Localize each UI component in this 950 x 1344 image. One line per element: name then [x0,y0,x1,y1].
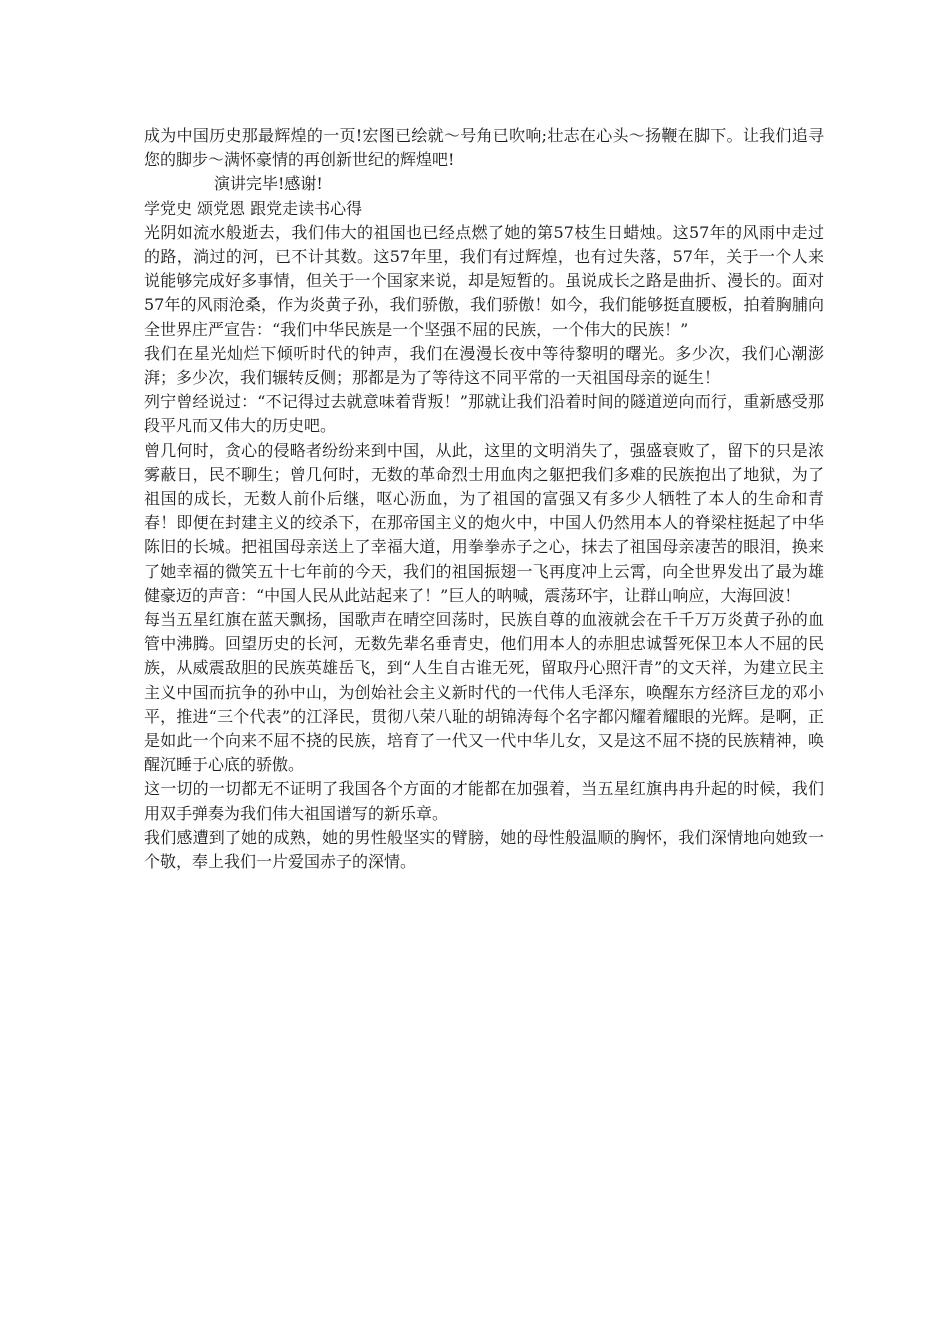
paragraph-1: 光阴如流水般逝去，我们伟大的祖国也已经点燃了她的第57枝生日蜡烛。这57年的风雨中走过的路，淌过的河，已不计其数。这57年里，我们有过辉煌，也有过失落，57年，关于一个人来说能够完成好多事情，但关于一个国家来说，却是短暂的。虽说成长之路是曲折、漫长的。面对57年的风雨沧桑，作为炎黄子孙，我们骄傲，我们骄傲！如今，我们能够挺直腰板，拍着胸脯向全世界庄严宣告：“我们中华民族是一个坚强不屈的民族，一个伟大的民族！” [144,222,824,339]
intro-paragraph: 成为中国历史那最辉煌的一页!宏图已绘就～号角已吹响;壮志在心头～扬鞭在脚下。让我们追寻您的脚步～满怀豪情的再创新世纪的辉煌吧! [144,126,824,170]
paragraph-7: 我们感遭到了她的成熟，她的男性般坚实的臂膀，她的母性般温顺的胸怀，我们深情地向她致一个敬，奉上我们一片爱国赤子的深情。 [144,827,824,872]
paragraph-4: 曾几何时，贪心的侵略者纷纷来到中国，从此，这里的文明消失了，强盛衰败了，留下的只是浓雾蔽日，民不聊生；曾几何时，无数的革命烈士用血肉之躯把我们多难的民族抱出了地狱，为了祖国的成长，无数人前仆后继，呕心沥血，为了祖国的富强又有多少人牺牲了本人的生命和青春！即便在封建主义的绞杀下，在那帝国主义的炮火中，中国人仍然用本人的脊梁柱挺起了中华陈旧的长城。把祖国母亲送上了幸福大道，用拳拳赤子之心，抹去了祖国母亲凄苦的眼泪，换来了她幸福的微笑五十七年前的今天，我们的祖国振翅一飞再度冲上云霄，向全世界发出了最为雄健豪迈的声音：“中国人民从此站起来了！”巨人的呐喊，震荡环宇，让群山响应，大海回波！ [144,440,824,605]
document-body [144,124,824,874]
speech-closing: 演讲完毕!感谢! [214,174,323,194]
essay-heading: 学党史 颂党恩 跟党走读书心得 [144,198,363,218]
paragraph-2: 我们在星光灿烂下倾听时代的钟声，我们在漫漫长夜中等待黎明的曙光。多少次，我们心潮澎湃；多少次，我们辗转反侧；那都是为了等待这不同平常的一天祖国母亲的诞生！ [144,343,824,388]
paragraph-6: 这一切的一切都无不证明了我国各个方面的才能都在加强着，当五星红旗冉冉升起的时候，我们用双手弹奏为我们伟大祖国谱写的新乐章。 [144,779,824,823]
paragraph-3: 列宁曾经说过：“不记得过去就意味着背叛！”那就让我们沿着时间的隧道逆向而行，重新感受那段平凡而又伟大的历史吧。 [144,392,824,436]
paragraph-5: 每当五星红旗在蓝天飘扬，国歌声在晴空回荡时，民族自尊的血液就会在千千万万炎黄子孙的血管中沸腾。回望历史的长河，无数先辈名垂青史，他们用本人的赤胆忠诚誓死保卫本人不屈的民族，从威震敌胆的民族英雄岳飞，到“人生自古谁无死，留取丹心照汗青”的文天祥，为建立民主主义中国而抗争的孙中山，为创始社会主义新时代的一代伟人毛泽东，唤醒东方经济巨龙的邓小平，推进“三个代表”的江泽民，贯彻八荣八耻的胡锦涛每个名字都闪耀着耀眼的光辉。是啊，正是如此一个向来不屈不挠的民族，培育了一代又一代中华儿女，又是这不屈不挠的民族精神，唤醒沉睡于心底的骄傲。 [144,610,824,775]
